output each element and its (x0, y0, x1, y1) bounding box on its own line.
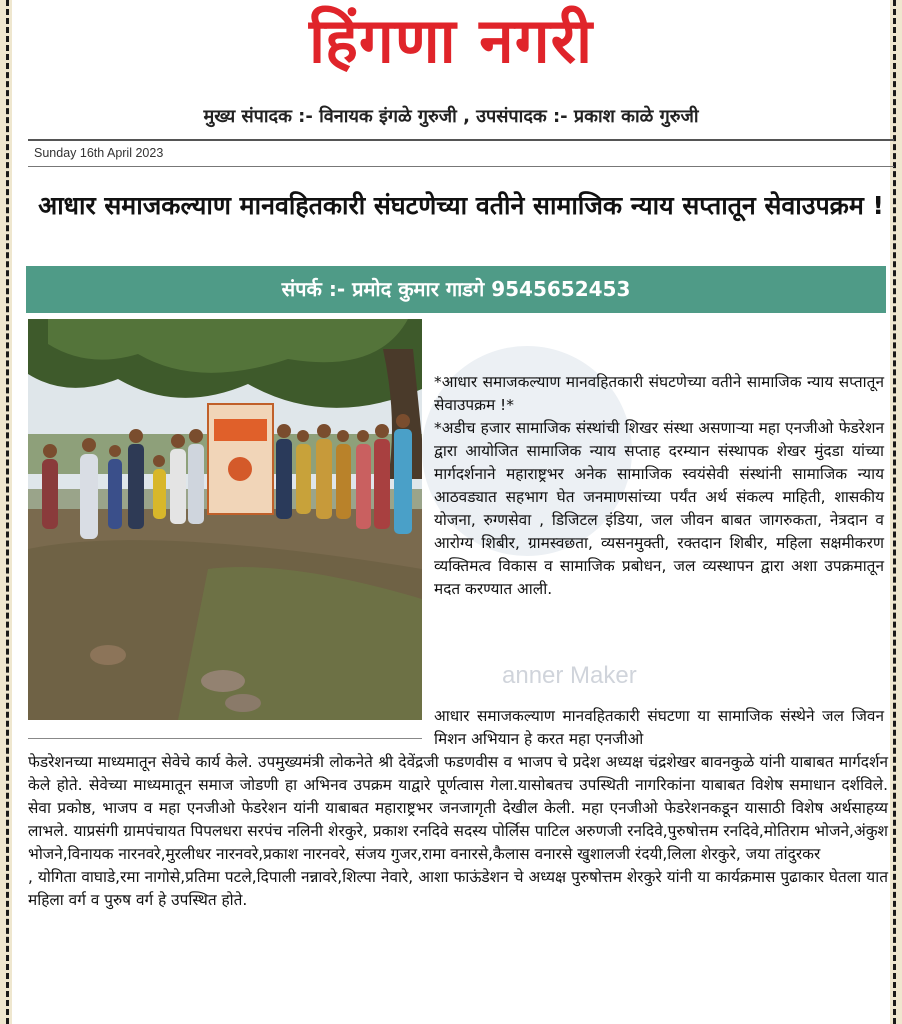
date-rule (28, 166, 894, 167)
article-paragraph: *आधार समाजकल्याण मानवहितकारी संघटणेच्या वतीने सामाजिक न्याय सप्तातून सेवाउपक्रम !* (434, 373, 884, 414)
date-line: Sunday 16th April 2023 (34, 146, 164, 160)
photo-rule (28, 738, 422, 739)
header-rule (28, 139, 894, 141)
article-paragraph: फेडरेशनच्या माध्यमातून सेवेचे कार्य केले. उपमुख्यमंत्री लोकनेते श्री देवेंद्रजी फडणवीस व भाजप चे प्रदेश अध्यक्ष चंद्रशेखर बावनकुळे यांनी याबाबत मार्गदर्शन केले होते. सेवेच्या माध्यमातून समाज जोडणी हा अभिनव उपक्रम याद्वारे पूर्णत्वास गेला.यासोबतच उपस्थिती नागरिकांना याबाबत विशेष समाधान दर्शविले. सेवा प्रकोष्ठ, भाजप व महा एनजीओ फेडरेशन यांनी याबाबत महाराष्ट्रभर जनजागृती देखील केली. महा एनजीओ फेडरेशनकडून यासाठी विशेष अर्थसाहय्य लाभले. याप्रसंगी ग्रामपंचायत पिपलधरा सरपंच नलिनी शेरकुरे, प्रकाश रनदिवे सदस्य पोर्लिस पाटिल अरुणजी रनदिवे,पुरुषोत्तम रनदिवे,मोतिराम भोजने,अंकुश भोजने,विनायक नारनवरे,मुरलीधर नारनवरे,प्रकाश नारनवरे, संजय गुजर,रामा वनारसे,कैलास वनारसे खुशालजी रंदयी,लिला शेरकुरे, जया तांदुरकर (28, 753, 888, 863)
article-paragraph-start (434, 705, 884, 751)
article-paragraph: *अडीच हजार सामाजिक संस्थांची शिखर संस्था असणाऱ्या महा एनजीओ फेडरेशन द्वारा आयोजित सामाजिक न्याय सप्ताह दरम्यान संस्थापक शेखर मुंदडा यांच्या मार्गदर्शनाने महाराष्ट्रभर अनेक सामाजिक स्वयंसेवी संस्थांनी सामाजिक न्याय आठवड्यात सहभाग घेत जनमाणसांच्या पर्यंत अर्थ संकल्प माहिती, शासकीय योजना, रुग्णसेवा , डिजिटल इंडिया, जल जीवन बाबत जागरुकता, नेत्रदान व आरोग्य शिबीर, ग्रामस्वछता, व्यसनमुक्ती, रक्तदान शिबीर, महिला सक्षमीकरण व्यक्तिमत्व विकास व सामाजिक प्रबोधन, जल व्यस्थापन द्वारा अशा उपक्रमातून मदत करण्यात आली. (434, 419, 884, 598)
editors-line: मुख्य संपादक :- विनायक इंगळे गुरुजी , उपसंपादक :- प्रकाश काळे गुरुजी (203, 106, 699, 127)
article-headline: आधार समाजकल्याण मानवहितकारी संघटणेच्या वतीने सामाजिक न्याय सप्तातून सेवाउपक्रम ! (38, 191, 884, 220)
article-paragraph: आधार समाजकल्याण मानवहितकारी संघटणा या सामाजिक संस्थेने जल जिवन मिशन अभियान हे करत महा एनजीओ (434, 707, 884, 748)
article-paragraph: , योगिता वाघाडे,रमा नागोसे,प्रतिमा पटले,दिपाली नन्नावरे,शिल्पा नेवारे, आशा फाऊंडेशन चे अध्यक्ष पुरुषोत्तम शेरकुरे यांनी या कार्यक्रमास पुढाकार घेतला यात महिला वर्ग व पुरुष वर्ग हे उपस्थित होते. (28, 868, 888, 909)
contact-bar: संपर्क :- प्रमोद कुमार गाडगे 9545652453 (26, 266, 886, 313)
article-body (28, 751, 888, 912)
event-photo (28, 319, 422, 720)
newspaper-page (12, 0, 890, 1024)
watermark-text: anner Maker (502, 662, 637, 689)
newspaper-title: हिंगणा नगरी (308, 4, 594, 77)
article-side-column (434, 371, 884, 601)
